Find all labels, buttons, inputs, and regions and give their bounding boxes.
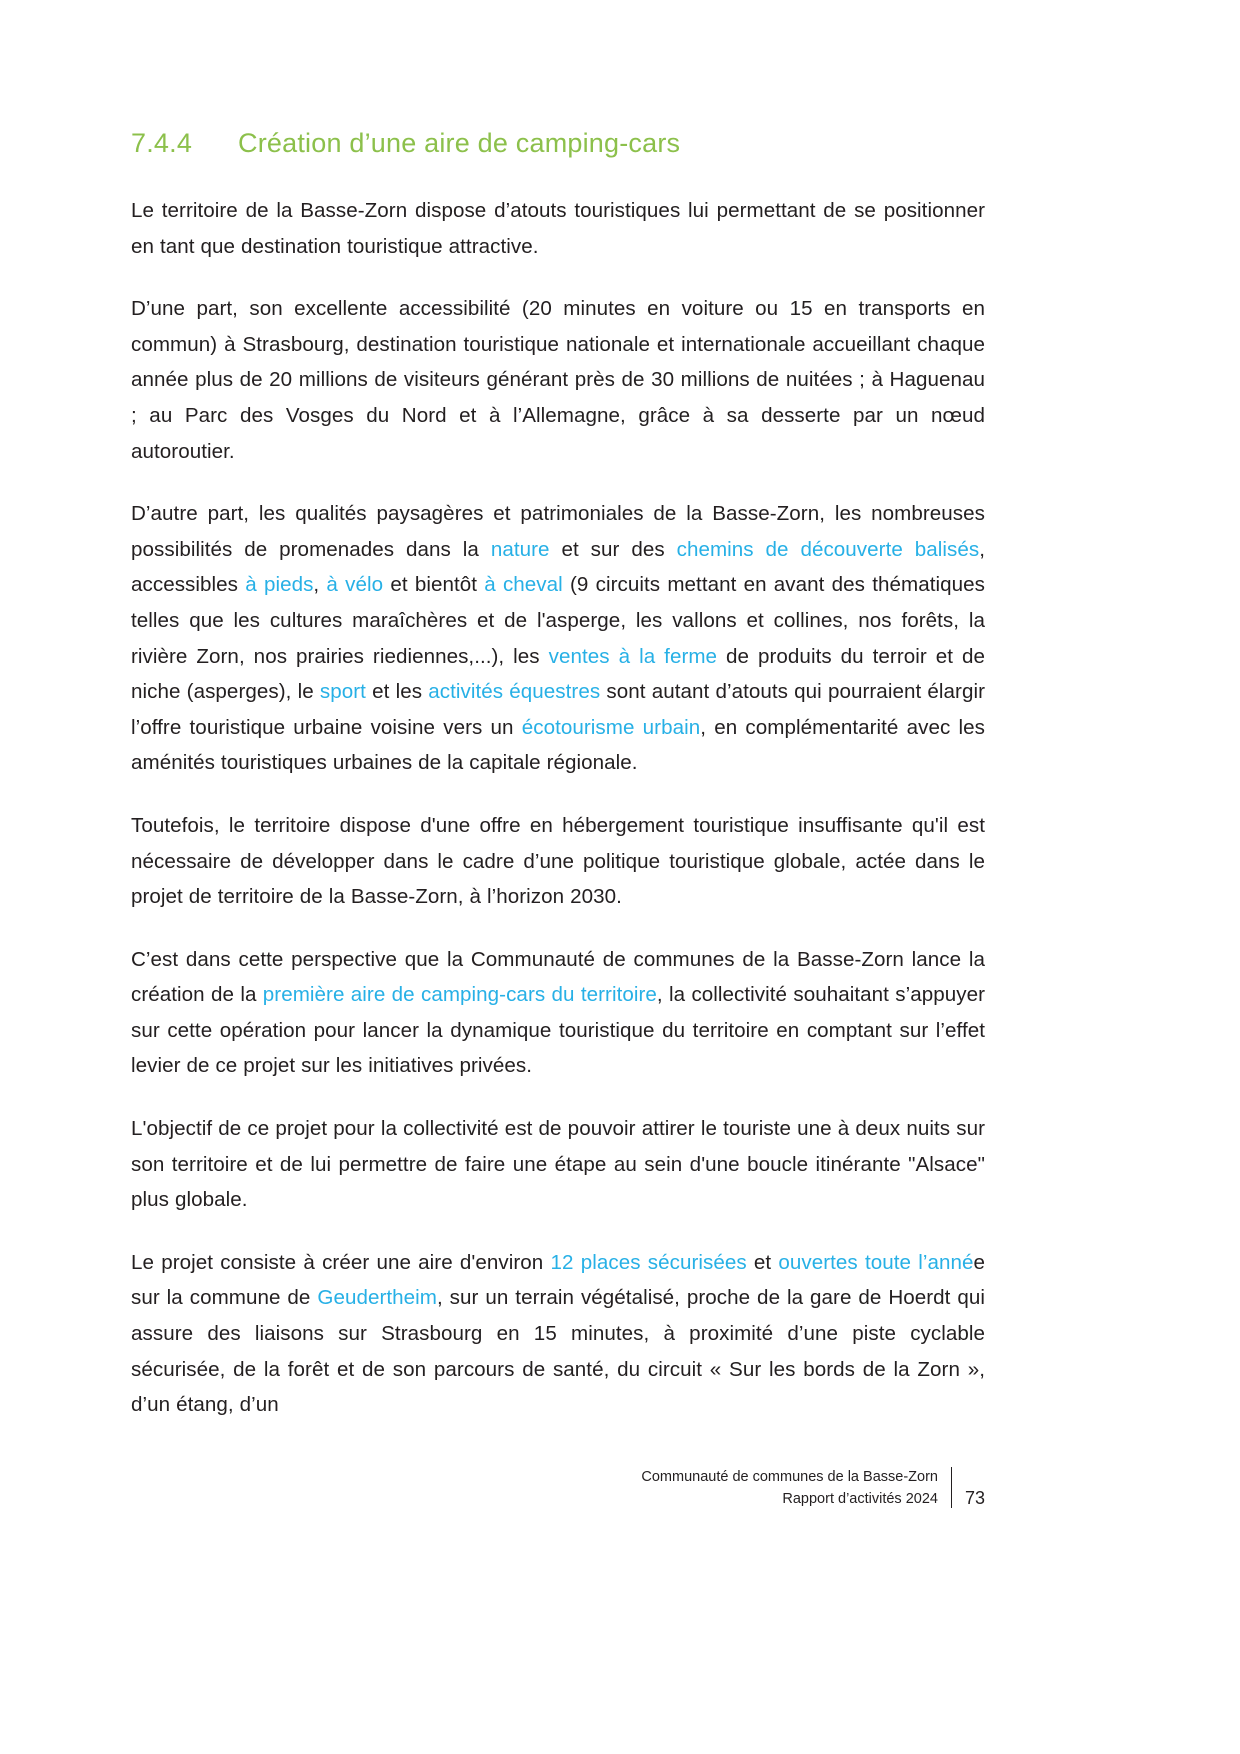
text-run: et [746,1250,779,1274]
highlight-activites-equestres: activités équestres [428,680,601,704]
text-run: D’une part, son excellente accessibilité (20 minutes en voiture ou 15 en transports en commun) à Strasbourg, destination touristique nationale et internationale accueillant chaque année plus de 20 millions de visiteurs générant près de 30 millions de nuitées ; à Haguenau ; au Parc des Vosges du Nord et à l’Allemagne, grâce à sa desserte par un nœud autoroutier. [131,297,985,463]
highlight-sport: sport [319,680,366,704]
footer-organisation [641,1466,951,1510]
paragraph-7 [131,1245,985,1423]
heading-text: Création d’une aire de camping-cars [238,128,681,158]
text-run: e sur la commune de [131,1250,986,1310]
paragraph-5 [131,942,985,1084]
text-run: , sur un terrain végétalisé, proche de la gare de Hoerdt qui assure des liaisons sur Strasbourg en 15 minutes, à proximité d’une piste cyclable sécurisée, de la forêt et de son parcours de santé, du circuit « Sur les bords de la Zorn », d’un étang, d’un [131,1286,985,1417]
highlight-premiere-aire-camping-cars: première aire de camping-cars du territoire [262,983,657,1007]
text-run: L'objectif de ce projet pour la collectivité est de pouvoir attirer le touriste une à deux nuits sur son territoire et de lui permettre de faire une étape au sein d'une boucle itinérante "Alsace" plus globale. [131,1117,985,1212]
highlight-a-cheval: à cheval [484,573,563,597]
text-run: , en complémentarité avec les aménités touristiques urbaines de la capitale régionale. [131,715,985,775]
text-run: D’autre part, les qualités paysagères et patrimoniales de la Basse-Zorn, les nombreuses possibilités de promenades dans la [131,502,985,561]
page-footer [131,1466,985,1510]
text-run: Toutefois, le territoire dispose d'une offre en hébergement touristique insuffisante qu'il est nécessaire de développer dans le cadre d’une politique touristique globale, actée dans le projet de territoire de la Basse-Zorn, à l’horizon 2030. [131,813,985,909]
text-run: Le territoire de la Basse-Zorn dispose d’atouts touristiques lui permettant de se positionner en tant que destination touristique attractive. [131,199,985,258]
highlight-nature: nature [490,537,550,561]
text-run: C’est dans cette perspective que la Communauté de communes de la Basse-Zorn lance la création de la [131,947,985,1007]
text-run: et les [365,680,429,704]
highlight-geudertheim: Geudertheim [317,1286,437,1310]
highlight-12-places-securisees: 12 places sécurisées [550,1250,747,1274]
highlight-a-pieds: à pieds [245,573,314,597]
text-run: de produits du terroir et de niche (asperges), le [131,644,985,704]
text-run: , la collectivité souhaitant s’appuyer sur cette opération pour lancer la dynamique touristique du territoire en comptant sur l’effet levier de ce projet sur les initiatives privées. [131,983,985,1078]
text-run: , [313,573,327,597]
highlight-ouvertes-toute-annee: ouvertes toute l’anné [778,1250,974,1274]
page-title [131,128,985,159]
text-run: Le projet consiste à créer une aire d'environ [131,1250,551,1274]
footer-line-1: Communauté de communes de la Basse-Zorn [641,1469,938,1485]
highlight-ventes-a-la-ferme: ventes à la ferme [548,644,718,668]
paragraph-1 [131,193,985,264]
page-content [131,128,985,1423]
text-run: (9 circuits mettant en avant des thématiques telles que les cultures maraîchères et de l'asperge, les vallons et collines, nos forêts, la rivière Zorn, nos prairies riediennes,...), les [131,573,985,668]
footer-line-2: Rapport d’activités 2024 [782,1491,938,1507]
page-number: 73 [964,1488,985,1508]
text-run: et bientôt [383,573,485,597]
highlight-ecotourisme-urbain: écotourisme urbain [521,715,701,739]
text-run: et sur des [549,537,677,561]
paragraph-2 [131,291,985,469]
highlight-chemins-decouverte: chemins de découverte balisés [676,537,980,561]
text-run: sont autant d’atouts qui pourraient élargir l’offre touristique urbaine voisine vers un [131,680,985,739]
highlight-a-velo: à vélo [326,573,384,597]
paragraph-6 [131,1111,985,1218]
text-run: , accessibles [131,537,985,597]
paragraph-3 [131,496,985,781]
paragraph-4 [131,808,985,915]
heading-number: 7.4.4 [131,128,193,158]
